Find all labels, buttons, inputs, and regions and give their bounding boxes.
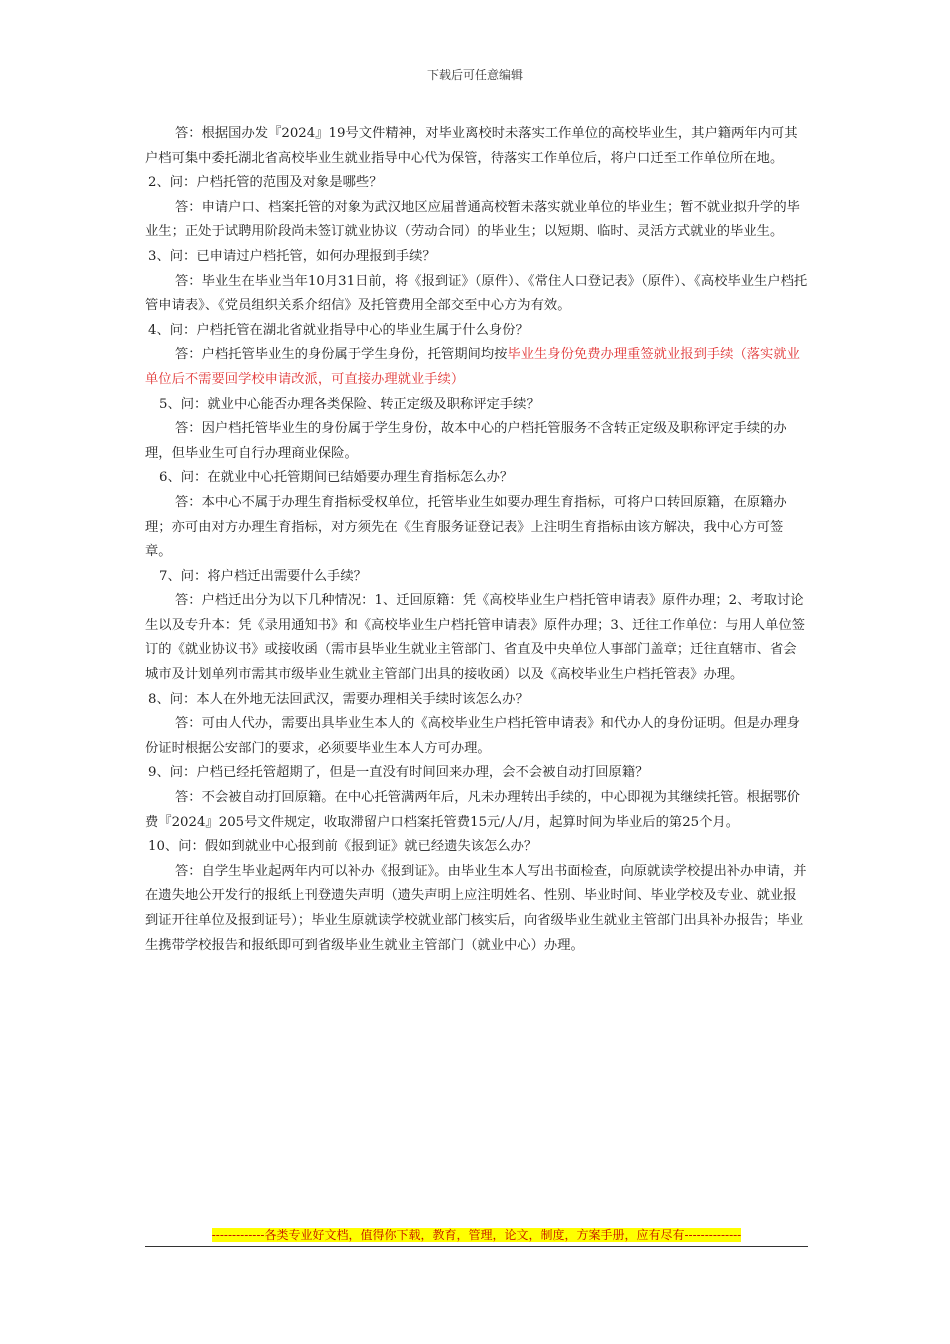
answer-1: 答：根据国办发『2024』19号文件精神，对毕业离校时未落实工作单位的高校毕业生，其户籍两年内可其户档可集中委托湖北省高校毕业生就业指导中心代为保管，待落实工作单位后，将户口迁至工作单位所在地。 bbox=[145, 126, 798, 166]
answer-2: 答：申请户口、档案托管的对象为武汉地区应届普通高校暂未落实就业单位的毕业生；暂不就业拟升学的毕业生；正处于试聘用阶段尚未签订就业协议（劳动合同）的毕业生；以短期、临时、灵活方式就业的毕业生。 bbox=[145, 199, 800, 240]
question-10: 10、问：假如到就业中心报到前《报到证》就已经遗失该怎么办？ bbox=[148, 839, 538, 855]
question-9: 9、问：户档已经托管超期了，但是一直没有时间回来办理，会不会被自动打回原籍？ bbox=[148, 765, 649, 781]
answer-8: 答：可由人代办，需要出具毕业生本人的《高校毕业生户档托管申请表》和代办人的身份证明。但是办理身份证时根据公安部门的要求，必须要毕业生本人方可办理。 bbox=[145, 716, 800, 756]
question-7: 7、问：将户档迁出需要什么手续？ bbox=[159, 568, 367, 584]
footer-divider bbox=[145, 1246, 808, 1247]
answer-7: 答：户档迁出分为以下几种情况：1、迁回原籍：凭《高校毕业生户档托管申请表》原件办理；2、考取讨论生以及专升本：凭《录用通知书》和《高校毕业生户档托管申请表》原件办理；3、迁往工作单位：与用人单位签订的《就业协议书》或接收函（需市县毕业生就业主管部门、省直及中央单位人事部门盖章；迁往直辖市、省会城市及计划单列市需其市级毕业生就业主管部门出具的接收函）以及《高校毕业生户档托管表》办理。 bbox=[145, 593, 806, 683]
answer-10: 答：自学生毕业起两年内可以补办《报到证》。由毕业生本人写出书面检查，向原就读学校提出补办申请，并在遗失地公开发行的报纸上刊登遗失声明（遗失声明上应注明姓名、性别、毕业时间、毕业学校及专业、就业报到证开往单位及报到证号）；毕业生原就读学校就业部门核实后，向省级毕业生就业主管部门出具补办报告；毕业生携带学校报告和报纸即可到省级毕业生就业主管部门（就业中心）办理。 bbox=[145, 863, 807, 953]
question-8: 8、问：本人在外地无法回武汉，需要办理相关手续时该怎么办？ bbox=[148, 691, 529, 707]
question-5: 5、问：就业中心能否办理各类保险、转正定级及职称评定手续？ bbox=[159, 396, 540, 412]
question-6: 6、问：在就业中心托管期间已结婚要办理生育指标怎么办？ bbox=[159, 470, 514, 486]
answer-3: 答：毕业生在毕业当年10月31日前，将《报到证》（原件）、《常住人口登记表》（原件）、《高校毕业生户档托管申请表》、《党员组织关系介绍信》及托管费用全部交至中心方为有效。 bbox=[145, 273, 808, 314]
footer-banner-text: -------------各类专业好文档，值得你下载，教育，管理，论文，制度，方案手册，应有尽有-------------- bbox=[211, 1228, 742, 1242]
answer-9: 答：不会被自动打回原籍。在中心托管满两年后，凡未办理转出手续的，中心即视为其继续托管。根据鄂价费『2024』205号文件规定，收取滞留户口档案托管费15元/人/月，起算时间为毕业后的第25个月。 bbox=[145, 790, 800, 830]
header-note: 下载后可任意编辑 bbox=[426, 68, 523, 82]
answer-6: 答：本中心不属于办理生育指标受权单位，托管毕业生如要办理生育指标，可将户口转回原籍，在原籍办理；亦可由对方办理生育指标，对方须先在《生育服务证登记表》上注明生育指标由该方解决，我中心方可签章。 bbox=[145, 494, 787, 560]
answer-4 bbox=[145, 343, 808, 392]
question-3: 3、问：已申请过户档托管，如何办理报到手续？ bbox=[148, 248, 436, 264]
footer-banner bbox=[145, 1226, 808, 1244]
document-body bbox=[145, 122, 808, 958]
question-4: 4、问：户档托管在湖北省就业指导中心的毕业生属于什么身份？ bbox=[148, 322, 529, 338]
answer-4-text: 答：户档托管毕业生的身份属于学生身份，托管期间均按 bbox=[175, 347, 508, 363]
answer-4-highlight: 毕业生身份免费办理重签就业报到手续（落实就业单位后不需要回学校申请改派，可直接办理就业手续） bbox=[145, 347, 800, 387]
answer-5: 答：因户档托管毕业生的身份属于学生身份，故本中心的户档托管服务不含转正定级及职称评定手续的办理，但毕业生可自行办理商业保险。 bbox=[145, 421, 787, 461]
question-2: 2、问：户档托管的范围及对象是哪些？ bbox=[148, 175, 383, 191]
